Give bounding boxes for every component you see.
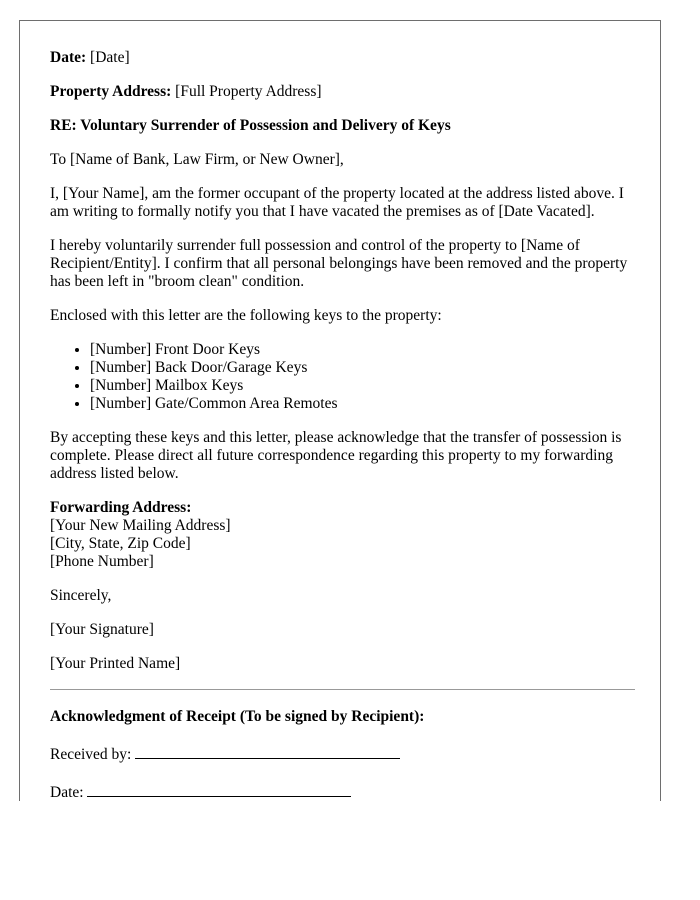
subject-line [50, 117, 635, 135]
received-by-line [50, 742, 635, 764]
letter-page [19, 20, 661, 801]
section-divider [50, 689, 635, 690]
property-address-value: [Full Property Address] [175, 83, 322, 100]
salutation: To [Name of Bank, Law Firm, or New Owner], [50, 151, 344, 168]
forwarding-city-line: [City, State, Zip Code] [50, 535, 191, 552]
received-by-signature-line[interactable] [135, 742, 400, 759]
surrender-paragraph: I hereby voluntarily surrender full possession and control of the property to [Name of Recipient/Entity]. I confirm that all personal belongings have been removed and the property has been left in "broom clean" condition. [50, 237, 628, 290]
acknowledge-paragraph: By accepting these keys and this letter, please acknowledge that the transfer of possession is complete. Please direct all future correspondence regarding this property to my forwarding address listed below. [50, 429, 622, 482]
date-label: Date: [50, 49, 87, 66]
property-address-label: Property Address: [50, 83, 172, 100]
sign-off: Sincerely, [50, 587, 112, 604]
forwarding-address-label: Forwarding Address: [50, 499, 192, 516]
receipt-date-label: Date: [50, 784, 84, 801]
forwarding-address-block [50, 499, 635, 571]
signature-placeholder: [Your Signature] [50, 621, 154, 638]
enclosed-paragraph: Enclosed with this letter are the following keys to the property: [50, 307, 442, 324]
received-by-label: Received by: [50, 746, 132, 763]
receipt-heading: Acknowledgment of Receipt (To be signed by Recipient): [50, 708, 425, 725]
receipt-heading-line [50, 708, 635, 726]
date-value: [Date] [90, 49, 130, 66]
property-address-line [50, 83, 635, 101]
list-item: • [Number] Mailbox Keys [90, 377, 635, 395]
receipt-date-line [50, 780, 635, 802]
list-item: • [Number] Gate/Common Area Remotes [90, 395, 635, 413]
forwarding-address-line: [Your New Mailing Address] [50, 517, 231, 534]
forwarding-phone-line: [Phone Number] [50, 553, 154, 570]
list-item: • [Number] Front Door Keys [90, 341, 635, 359]
keys-list [50, 341, 635, 413]
list-item: • [Number] Back Door/Garage Keys [90, 359, 635, 377]
intro-paragraph: I, [Your Name], am the former occupant of the property located at the address listed above. I am writing to formally notify you that I have vacated the premises as of [Date Vacated]. [50, 185, 624, 220]
printed-name-placeholder: [Your Printed Name] [50, 655, 181, 672]
letter-body [50, 49, 635, 818]
date-line [50, 49, 635, 67]
receipt-date-signature-line[interactable] [87, 780, 351, 797]
subject-text: RE: Voluntary Surrender of Possession and Delivery of Keys [50, 117, 451, 134]
